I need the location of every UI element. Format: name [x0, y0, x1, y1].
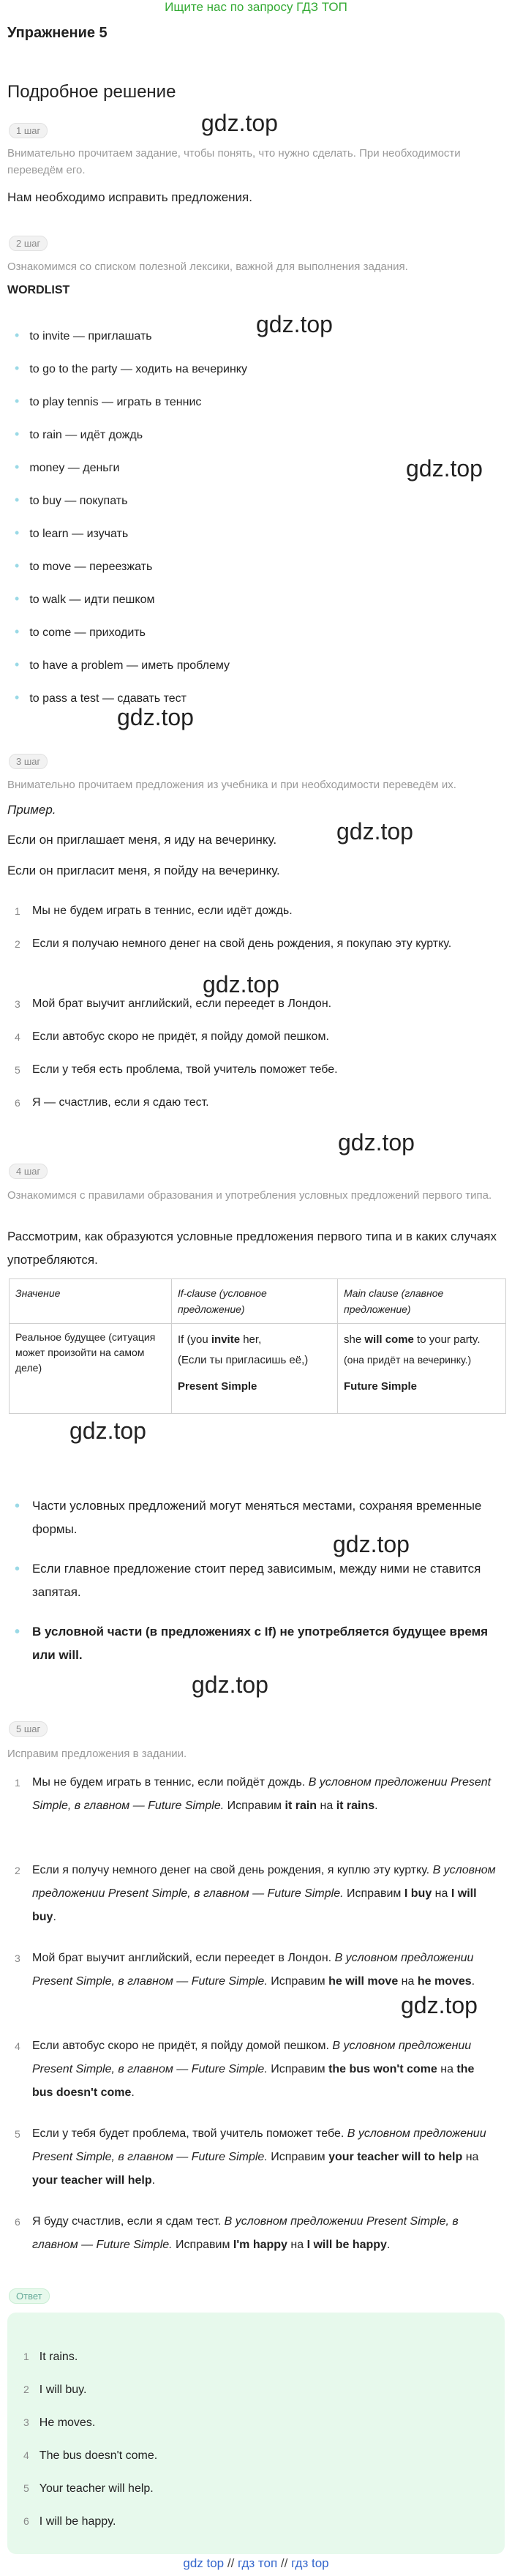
watermark: gdz.top [69, 1418, 146, 1444]
correction-end: . [374, 1800, 378, 1812]
correction-right: I will buy [32, 1887, 477, 1923]
main-clause-verb: will come [364, 1333, 414, 1346]
answer-item: 2 I will buy. [23, 2384, 87, 2396]
rule-item: • Если главное предложение стоит перед зависимым, между ними не ставится запятая. [15, 1557, 497, 1604]
answer-item: 6 I will be happy. [23, 2515, 116, 2528]
watermark: gdz.top [117, 704, 194, 730]
correction-to: на [434, 1887, 448, 1900]
sentence-text: Если автобус скоро не придёт, я пойду домой пешком. [32, 1030, 329, 1043]
item-number: 6 [15, 2216, 20, 2228]
step-badge: 3 шаг [9, 754, 48, 769]
answer-item: 5 Your teacher will help. [23, 2482, 154, 2495]
wordlist-item: • to invite — приглашать [15, 326, 152, 345]
correction-wrong: your teacher will to help [328, 2151, 463, 2163]
item-number: 4 [15, 1031, 20, 1043]
watermark: gdz.top [333, 1531, 410, 1557]
watermark: gdz.top [338, 1129, 415, 1156]
rules-table [9, 1278, 506, 1414]
watermark: gdz.top [192, 1671, 268, 1698]
item-number: 1 [15, 1777, 20, 1789]
rule-item: • В условной части (в предложениях с If) не употребляется будущее время или will. [15, 1620, 497, 1667]
step-badge: 4 шаг [9, 1164, 48, 1179]
wordlist-item: • to pass a test — сдавать тест [15, 689, 187, 708]
correction-ru: Если у тебя будет проблема, твой учитель поможет тебе. [32, 2127, 345, 2140]
link-separator: // [227, 2556, 235, 2570]
rule-text: Части условных предложений могут меняться местами, сохраняя временные формы. [32, 1499, 482, 1536]
sentence-item [15, 1026, 497, 1048]
correction-wrong: he will move [328, 1975, 399, 1988]
step-badge: 2 шаг [9, 236, 48, 251]
sentence-item [15, 1092, 497, 1114]
answer-text: I will be happy. [39, 2515, 116, 2528]
if-clause-verb: invite [211, 1333, 241, 1346]
correction-to: на [290, 2239, 304, 2251]
item-number: 4 [15, 2040, 20, 2052]
bottom-link[interactable]: gdz top [183, 2556, 225, 2570]
main-clause-pre: she [344, 1333, 365, 1346]
correction-rule: В условном предложении Present Simple, в главном — Future Simple. [32, 1776, 492, 1812]
sentence-item [15, 933, 497, 955]
solution-title: Подробное решение [7, 82, 176, 102]
answer-item: 4 The bus doesn't come. [23, 2449, 158, 2462]
item-number: 2 [15, 938, 20, 950]
answer-text: He moves. [39, 2416, 96, 2429]
correction-wrong: I buy [404, 1887, 432, 1900]
wordlist-item: • to come — приходить [15, 623, 146, 642]
sentence-text: Я — счастлив, если я сдаю тест. [32, 1096, 209, 1109]
watermark: gdz.top [201, 110, 278, 136]
step-text: Рассмотрим, как образуются условные предложения первого типа и в каких случаях употребляются. [7, 1229, 497, 1267]
correction-item [15, 1947, 497, 1993]
correction-item [15, 2034, 497, 2105]
wordlist-item: • to walk — идти пешком [15, 590, 154, 609]
table-header: Значение [10, 1279, 172, 1324]
correction-item [15, 2210, 497, 2257]
if-clause-tense: Present Simple [178, 1380, 257, 1393]
step-hint: Внимательно прочитаем предложения из учебника и при необходимости переведём их. [7, 779, 456, 791]
sentence-text: Если я получаю немного денег на свой день рождения, я покупаю эту куртку. [32, 937, 452, 950]
wordlist-item: • to play tennis — играть в теннис [15, 392, 201, 411]
answer-item: 1 It rains. [23, 2351, 78, 2363]
example-sentence: Если он приглашает меня, я иду на вечеринку. [7, 833, 277, 847]
item-number: 5 [15, 1064, 20, 1076]
bottom-link[interactable]: гдз топ [238, 2556, 278, 2570]
correction-to: на [465, 2151, 479, 2163]
table-header: If-clause (условное предложение) [172, 1279, 338, 1324]
step-text: Нам необходимо исправить предложения. [7, 190, 252, 204]
correction-right: I will be happy [306, 2239, 387, 2251]
wordlist-item: • to move — переезжать [15, 557, 152, 576]
watermark: gdz.top [336, 818, 413, 845]
wordlist-item: • to have a problem — иметь проблему [15, 656, 230, 675]
correction-fix: Исправим [176, 2239, 230, 2251]
watermark: gdz.top [401, 1992, 478, 2018]
step-hint: Ознакомимся со списком полезной лексики, важной для выполнения задания. [7, 261, 408, 273]
watermark: gdz.top [406, 455, 483, 482]
bottom-link[interactable]: гдз top [291, 2556, 329, 2570]
step-hint: Исправим предложения в задании. [7, 1748, 187, 1760]
bottom-links [0, 2556, 512, 2571]
main-clause-translation: (она придёт на вечеринку.) [344, 1354, 472, 1366]
item-number: 3 [15, 998, 20, 1010]
correction-end: . [131, 2086, 135, 2099]
watermark: gdz.top [203, 971, 279, 997]
if-clause-pre: If (you [178, 1333, 211, 1346]
answer-text: Your teacher will help. [39, 2482, 154, 2495]
correction-end: . [151, 2174, 156, 2187]
correction-wrong: the bus won't come [328, 2063, 437, 2075]
correction-rule: В условном предложении Present Simple, в главном — Future Simple. [32, 2127, 486, 2163]
correction-to: на [320, 1800, 334, 1812]
watermark: gdz.top [256, 311, 333, 337]
table-header: Main clause (главное предложение) [338, 1279, 506, 1324]
table-cell-if-clause [172, 1324, 338, 1414]
if-clause-translation: (Если ты пригласишь её,) [178, 1354, 309, 1366]
correction-ru: Если я получу немного денег на свой день рождения, я куплю эту куртку. [32, 1864, 430, 1876]
correction-end: . [471, 1975, 475, 1988]
correction-to: на [440, 2063, 453, 2075]
if-clause-post: her, [240, 1333, 262, 1346]
step-badge: 1 шаг [9, 123, 48, 138]
sentence-item [15, 993, 497, 1015]
item-number: 5 [15, 2128, 20, 2140]
rule-text: В условной части (в предложениях с If) не употребляется будущее время или will. [32, 1625, 489, 1662]
correction-rule: В условном предложении Present Simple, в главном — Future Simple. [32, 1952, 474, 1988]
correction-rule: В условном предложении Present Simple, в главном — Future Simple. [32, 2040, 472, 2075]
correction-fix: Исправим [271, 2063, 325, 2075]
sentence-text: Мой брат выучит английский, если переедет в Лондон. [32, 997, 332, 1010]
correction-fix: Исправим [347, 1887, 402, 1900]
correction-fix: Исправим [227, 1800, 282, 1812]
link-separator: // [280, 2556, 288, 2570]
correction-rule: В условном предложении Present Simple, в главном — Future Simple. [32, 2215, 459, 2251]
example-label: Пример. [7, 803, 56, 817]
rule-item: • Части условных предложений могут меняться местами, сохраняя временные формы. [15, 1494, 497, 1541]
item-number: 2 [15, 1865, 20, 1876]
correction-fix: Исправим [271, 2151, 325, 2163]
exercise-title: Упражнение 5 [7, 25, 108, 41]
correction-item [15, 2122, 497, 2193]
table-cell-meaning: Реальное будущее (ситуация может произойти на самом деле) [10, 1324, 172, 1414]
wordlist-item: • to go to the party — ходить на вечеринку [15, 359, 247, 378]
correction-right: the bus doesn't come [32, 2063, 475, 2099]
sentence-text: Мы не будем играть в теннис, если идёт дождь. [32, 905, 293, 917]
correction-to: на [401, 1975, 415, 1988]
sentence-item [15, 1059, 497, 1081]
example-sentence: Если он пригласит меня, я пойду на вечеринку. [7, 864, 280, 877]
answer-badge: Ответ [9, 2288, 50, 2304]
correction-end: . [386, 2239, 391, 2251]
step-badge: 5 шаг [9, 1721, 48, 1737]
answer-text: The bus doesn't come. [39, 2449, 158, 2462]
correction-right: he moves [417, 1975, 472, 1988]
correction-right: it rains [336, 1800, 375, 1812]
sentence-item [15, 900, 497, 922]
correction-wrong: it rain [285, 1800, 317, 1812]
correction-rule: В условном предложении Present Simple, в главном — Future Simple. [32, 1864, 496, 1900]
wordlist-item: • money — деньги [15, 458, 119, 477]
answer-text: It rains. [39, 2351, 78, 2363]
wordlist-item: • to rain — идёт дождь [15, 425, 143, 444]
sentence-text: Если у тебя есть проблема, твой учитель поможет тебе. [32, 1063, 338, 1076]
wordlist-item: • to buy — покупать [15, 491, 127, 510]
correction-ru: Мой брат выучит английский, если переедет в Лондон. [32, 1952, 332, 1964]
correction-item [15, 1859, 497, 1929]
item-number: 6 [15, 1097, 20, 1109]
wordlist-item: • to learn — изучать [15, 524, 128, 543]
answer-item: 3 He moves. [23, 2416, 96, 2429]
answer-text: I will buy. [39, 2384, 87, 2396]
correction-item [15, 1771, 497, 1818]
correction-right: your teacher will help [32, 2174, 152, 2187]
step-hint: Ознакомимся с правилами образования и употребления условных предложений первого типа. [7, 1189, 492, 1202]
main-clause-post: to your party. [413, 1333, 481, 1346]
main-clause-tense: Future Simple [344, 1380, 418, 1393]
correction-end: . [53, 1911, 56, 1923]
correction-ru: Если автобус скоро не придёт, я пойду домой пешком. [32, 2040, 329, 2052]
correction-wrong: I'm happy [233, 2239, 287, 2251]
item-number: 1 [15, 905, 20, 917]
correction-fix: Исправим [271, 1975, 325, 1988]
rule-text: Если главное предложение стоит перед зависимым, между ними не ставится запятая. [32, 1562, 481, 1599]
wordlist-heading: WORDLIST [7, 284, 70, 296]
table-cell-main-clause [338, 1324, 506, 1414]
correction-ru: Мы не будем играть в теннис, если пойдёт дождь. [32, 1776, 306, 1789]
top-link[interactable]: Ищите нас по запросу ГДЗ ТОП [165, 0, 347, 14]
step-hint: Внимательно прочитаем задание, чтобы понять, что нужно сделать. При необходимости переведём его. [7, 147, 461, 176]
item-number: 3 [15, 1952, 20, 1964]
correction-ru: Я буду счастлив, если я сдам тест. [32, 2215, 222, 2228]
